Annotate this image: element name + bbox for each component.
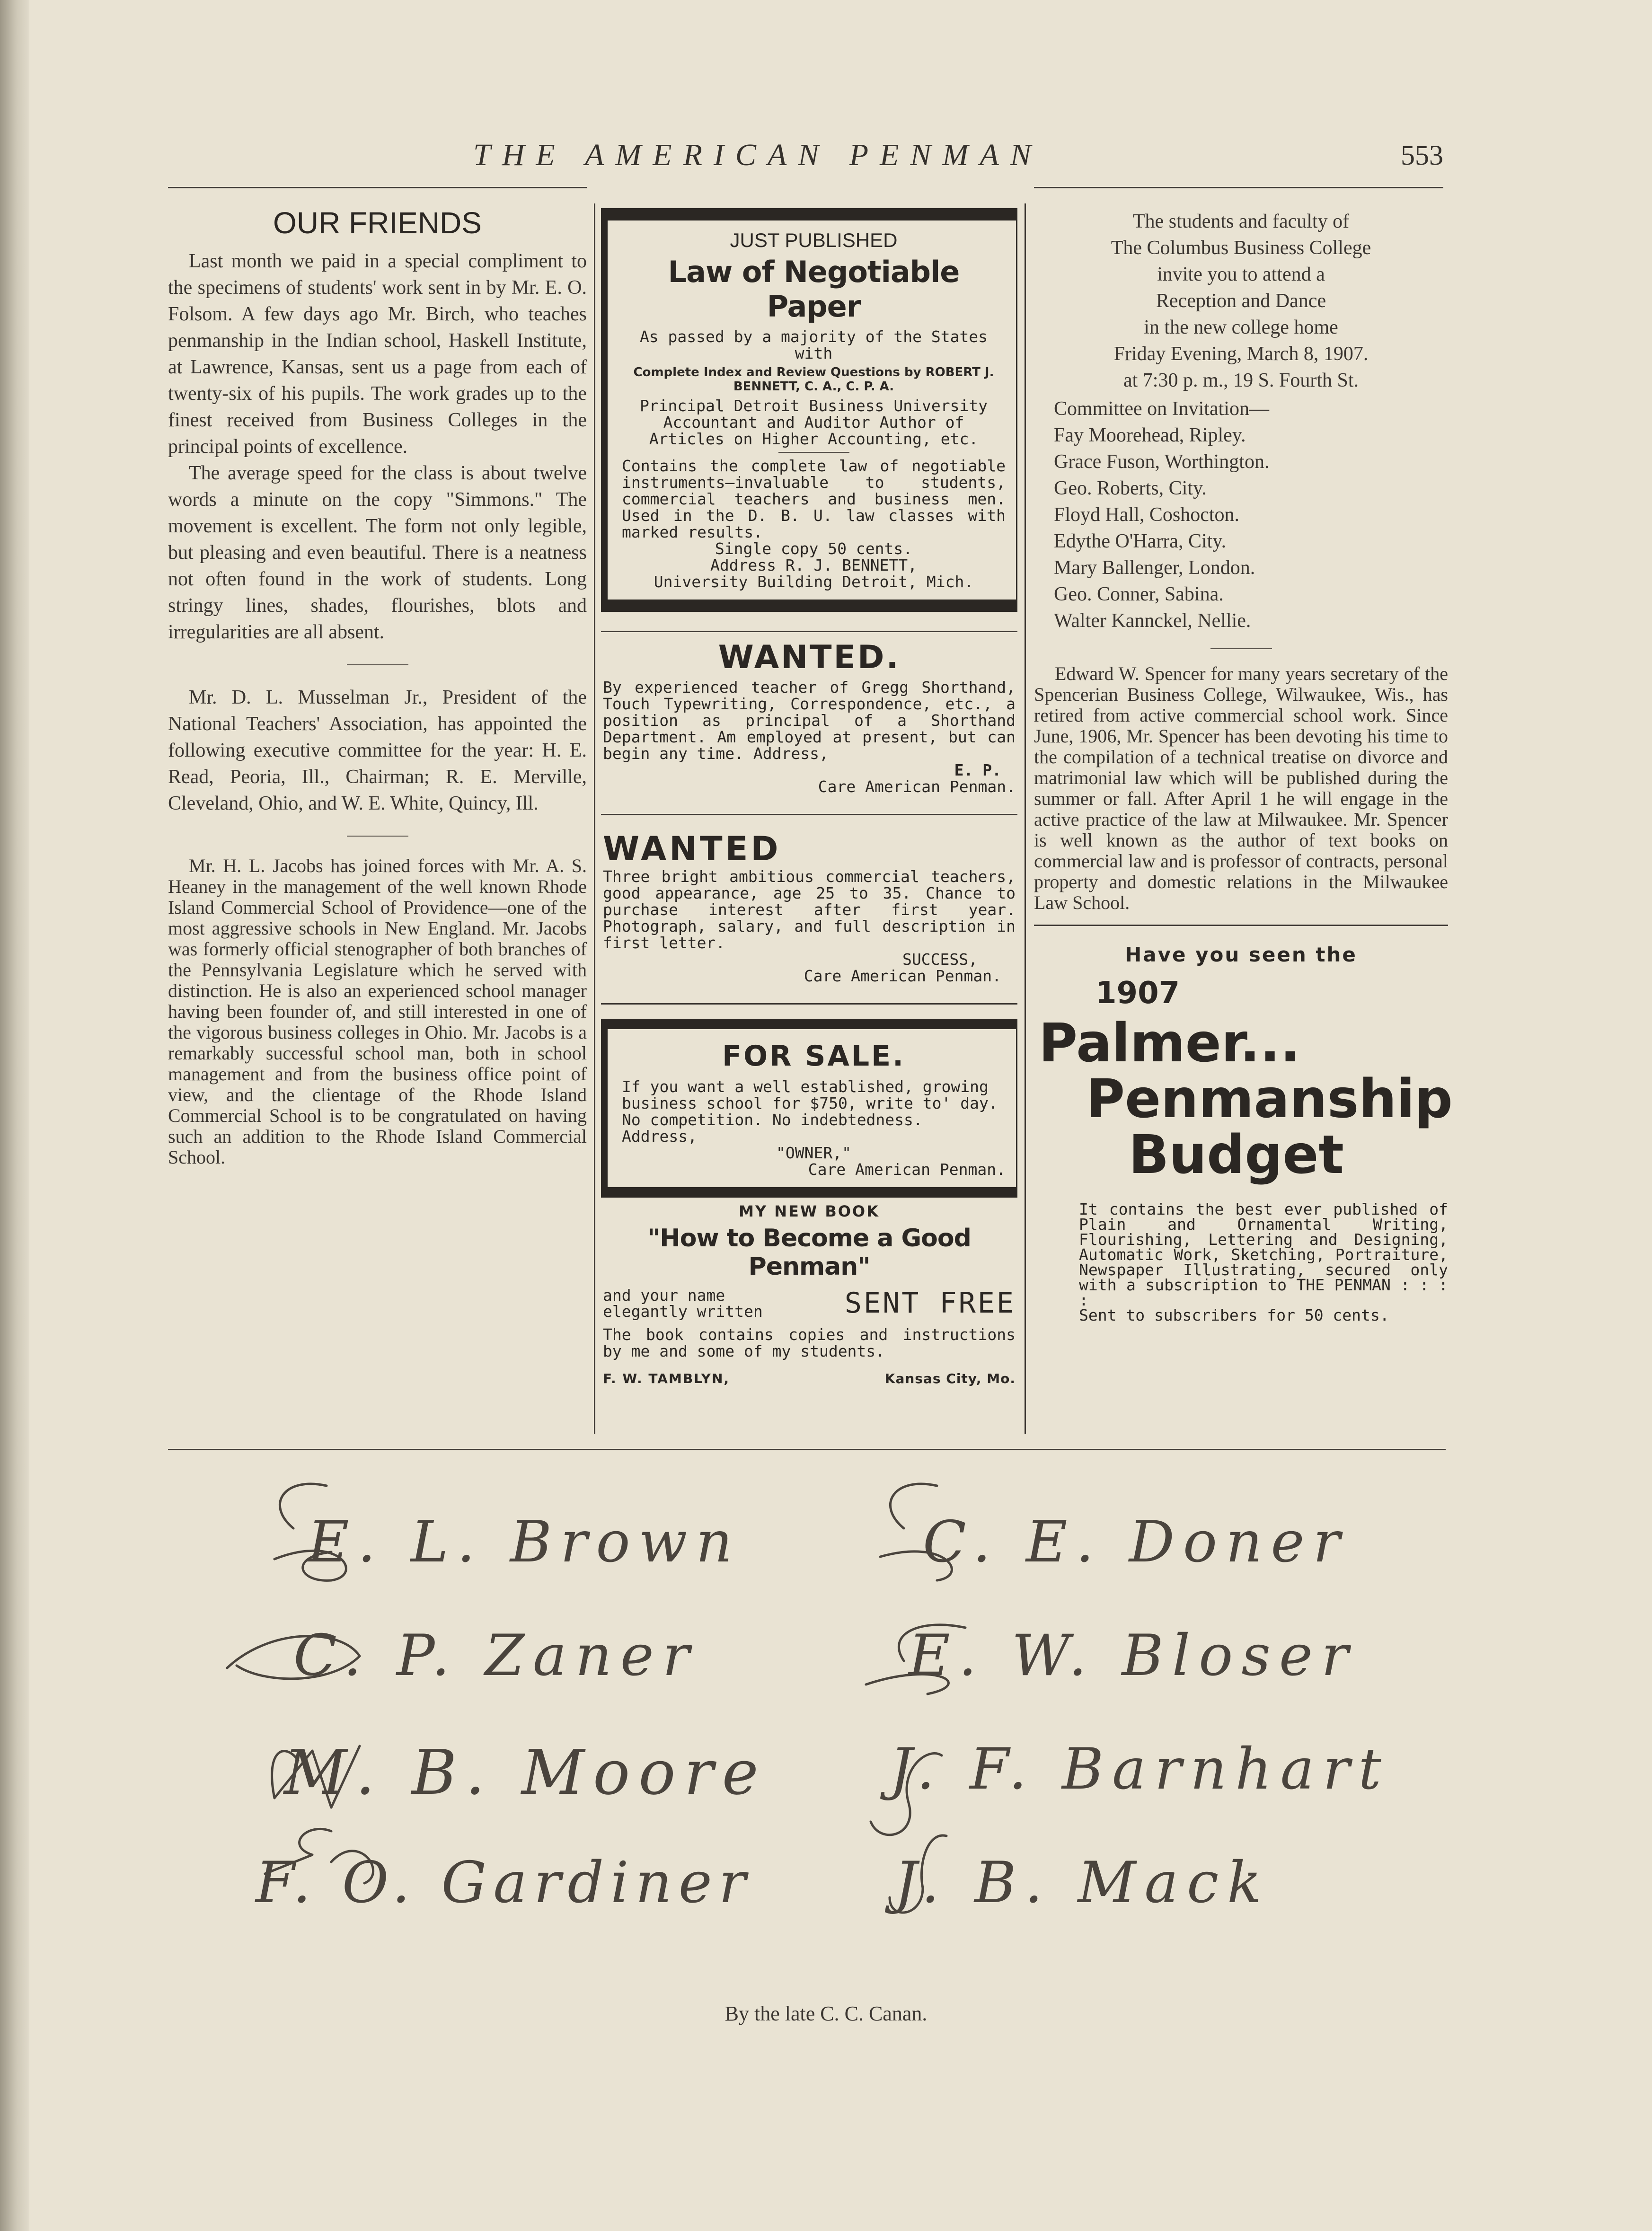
ad-palmer-line-1: Palmer... — [1039, 1013, 1300, 1074]
header-rule-left — [168, 187, 587, 188]
committee-member: Walter Kannckel, Nellie. — [1054, 610, 1251, 632]
running-title: THE AMERICAN PENMAN — [473, 138, 1042, 172]
our-friends-title: OUR FRIENDS — [273, 206, 482, 240]
invitation-line: Friday Evening, March 8, 1907. — [1113, 343, 1369, 365]
ad-divider — [601, 814, 1017, 815]
committee-member: Mary Ballenger, London. — [1054, 557, 1255, 579]
ad-for-sale-heading: FOR SALE. — [722, 1040, 905, 1073]
separator — [347, 836, 408, 837]
ad-my-new-book — [601, 1202, 1017, 1386]
signature: E. L. Brown — [308, 1509, 741, 1575]
ad-book-kicker: MY NEW BOOK — [739, 1202, 880, 1220]
ad-wanted-signature: E. P. — [954, 761, 1001, 779]
invitation-line: at 7:30 p. m., 19 S. Fourth St. — [1123, 370, 1359, 391]
signature: M. B. Moore — [284, 1737, 767, 1808]
header-rule-right — [1034, 187, 1443, 188]
committee-member: Fay Moorehead, Ripley. — [1054, 424, 1246, 446]
signature: J. B. Mack — [894, 1850, 1270, 1916]
ad-wanted-teacher — [601, 639, 1017, 795]
committee-member: Geo. Roberts, City. — [1054, 477, 1207, 499]
ad-palmer-kicker: Have you seen the — [1125, 943, 1357, 966]
column-rule-2 — [1025, 203, 1026, 1434]
invitation-line: invite you to attend a — [1157, 264, 1325, 285]
ad-divider — [601, 1003, 1017, 1005]
ad-book-city: Kansas City, Mo. — [884, 1371, 1016, 1386]
committee-member: Grace Fuson, Worthington. — [1054, 451, 1270, 473]
signatures-caption: By the late C. C. Canan. — [724, 2002, 928, 2025]
ad-law-title: Law of Negotiable Paper — [668, 255, 960, 324]
ad-book-title: "How to Become a Good Penman" — [647, 1224, 971, 1281]
signatures-grid — [237, 1505, 1396, 1959]
signature: C. E. Doner — [923, 1509, 1349, 1575]
ad-law-subtitle: As passed by a majority of the States with — [639, 327, 988, 362]
ad-book-body: The book contains copies and instructions by me and some of my students. — [603, 1325, 1016, 1360]
our-friends-para-3: Mr. D. L. Musselman Jr., President of the National Teachers' Association, has appointed the following executive committee for the year: H. E. Read, Peoria, Ill., Chairman; R. E. Merville, Cleveland, Ohio, and W. E. White, Quincy, Ill. — [168, 687, 587, 814]
binding-shadow — [0, 0, 29, 2231]
ad-law-address-2: University Building Detroit, Mich. — [654, 573, 974, 591]
ad-book-free: SENT FREE — [844, 1287, 1016, 1320]
ad-wanted-teachers — [601, 829, 1017, 984]
ad-for-sale-body: If you want a well established, growing business school for $750, write to' day. No competition. No indebtedness. Address, — [622, 1077, 998, 1146]
committee-title: Committee on Invitation— — [1054, 398, 1269, 420]
committee-member: Edythe O'Harra, City. — [1054, 530, 1227, 552]
committee-member: Geo. Conner, Sabina. — [1054, 583, 1224, 605]
separator — [1210, 648, 1272, 649]
column-ads — [601, 208, 1017, 1386]
ad-wanted2-signature: SUCCESS, — [902, 950, 978, 969]
ad-law-index: Complete Index and Review Questions by ROBERT J. BENNETT, C. A., C. P. A. — [633, 365, 994, 394]
ad-law-price: Single copy 50 cents. — [715, 539, 913, 558]
our-friends-para-4: Mr. H. L. Jacobs has joined forces with Mr. A. S. Heaney in the management of the well known Rhode Island Commercial School of Providence—one of the most aggressive schools in New England. Mr. Jacobs was formerly official stenographer of both branches of the Pennsylvania Legislature which he served with distinction. He is also an experienced school manager having been founder of, and still interested in one of the vigorous business colleges in Ohio. Mr. Jacobs is a remarkably successful school man, both in school management and from the business office point of view, and the clientage of the Rhode Island Commercial School is to be congratulated on having such an addition to the Rhode Island Commercial School. — [168, 855, 587, 1168]
committee-member: Floyd Hall, Coshocton. — [1054, 504, 1240, 526]
our-friends-para-2: The average speed for the class is about twelve words a minute on the copy "Simmons." The movement is excellent. The form not only legible, but pleasing and even beautiful. There is a neatness not often found in the work of students. Long stringy lines, shades, flourishes, blots and irregularities are all absent. — [168, 462, 587, 643]
ad-palmer-price: Sent to subscribers for 50 cents. — [1079, 1306, 1389, 1324]
ad-for-sale-care: Care American Penman. — [808, 1160, 1006, 1179]
ad-wanted2-heading: WANTED — [603, 829, 781, 868]
column-rule-1 — [594, 203, 595, 1434]
ad-divider — [601, 631, 1017, 632]
page-number: 553 — [1401, 140, 1443, 171]
ad-palmer-year: 1907 — [1095, 976, 1180, 1011]
ad-law-divider — [778, 452, 849, 453]
ad-palmer-line-2: Penmanship — [1086, 1068, 1453, 1130]
spencer-notice: Edward W. Spencer for many years secretary of the Spencerian Business College, Wilwaukee, Wis., has retired from active commercial school work. Since June, 1906, Mr. Spencer has been devoting his time to the compilation of a technical treatise on divorce and matrimonial law which will be published during the summer or fall. After April 1 he will engage in the active practice of the law at Milwaukee. Mr. Spencer is well known as the author of text books on commercial law and is professor of contracts, personal property and domestic relations in the Milwaukee Law School. — [1034, 663, 1448, 913]
invitation-line: Reception and Dance — [1156, 290, 1326, 312]
signature: J. F. Barnhart — [890, 1737, 1390, 1802]
column-our-friends — [168, 203, 587, 1168]
ad-palmer-budget — [1034, 943, 1453, 1324]
ad-wanted2-body: Three bright ambitious commercial teachers, good appearance, age 25 to 35. Chance to purchase interest after first year. Photograph, salary, and full description in first letter. — [603, 867, 1016, 952]
separator — [347, 664, 408, 665]
ad-wanted-body: By experienced teacher of Gregg Shorthand, Touch Typewriting, Correspondence, etc., a position as principal of a Shorthand Department. Am employed at present, but can begin any time. Address, — [603, 678, 1016, 763]
ad-law-kicker: JUST PUBLISHED — [730, 229, 898, 251]
ad-law-address-1: Address R. J. BENNETT, — [710, 556, 918, 574]
ad-palmer-line-3: Budget — [1129, 1124, 1344, 1186]
our-friends-para-1: Last month we paid in a special compliment to the specimens of students' work sent in by Mr. E. O. Folsom. A few days ago Mr. Birch, who teaches penmanship in the Indian school, Haskell Institute, at Lawrence, Kansas, sent us a page from each of twenty-six of his pupils. The work grades up to the finest received from Business Colleges in the principal points of excellence. — [168, 250, 587, 458]
ad-book-advertiser: F. W. TAMBLYN, — [603, 1371, 730, 1386]
ad-book-name-line: and your name elegantly written — [603, 1286, 763, 1321]
ad-wanted2-care: Care American Penman. — [804, 967, 1001, 985]
signature: F. O. Gardiner — [256, 1850, 753, 1916]
invitation-block — [1034, 208, 1448, 634]
ad-law-negotiable-paper — [601, 208, 1017, 612]
column-notices — [1034, 208, 1453, 1324]
invitation-line: in the new college home — [1144, 317, 1338, 338]
ad-divider — [1034, 925, 1448, 926]
ad-wanted-heading: WANTED. — [718, 639, 901, 676]
ad-for-sale — [601, 1019, 1017, 1198]
bottom-rule — [168, 1449, 1446, 1450]
ad-for-sale-signature: "OWNER," — [776, 1144, 851, 1162]
invitation-line: The students and faculty of — [1132, 211, 1350, 232]
invitation-line: The Columbus Business College — [1111, 237, 1371, 259]
ad-law-body: Contains the complete law of negotiable instruments—invaluable to students, commercial teachers and business men. Used in the D. B. U. law classes with marked results. — [622, 457, 1006, 541]
ad-wanted-care: Care American Penman. — [818, 777, 1016, 796]
ad-law-author: Principal Detroit Business University Accountant and Auditor Author of Articles on Higher Accounting, etc. — [639, 397, 988, 448]
ad-palmer-body: It contains the best ever published of Plain and Ornamental Writing, Flourishing, Lettering and Designing, Automatic Work, Sketching, Portraiture, Newspaper Illustrating, secured only with a subscription to THE PENMAN : : : : — [1079, 1200, 1448, 1309]
page-header — [170, 137, 1443, 180]
signature: C. P. Zaner — [293, 1623, 698, 1689]
signature: E. W. Bloser — [909, 1623, 1357, 1689]
